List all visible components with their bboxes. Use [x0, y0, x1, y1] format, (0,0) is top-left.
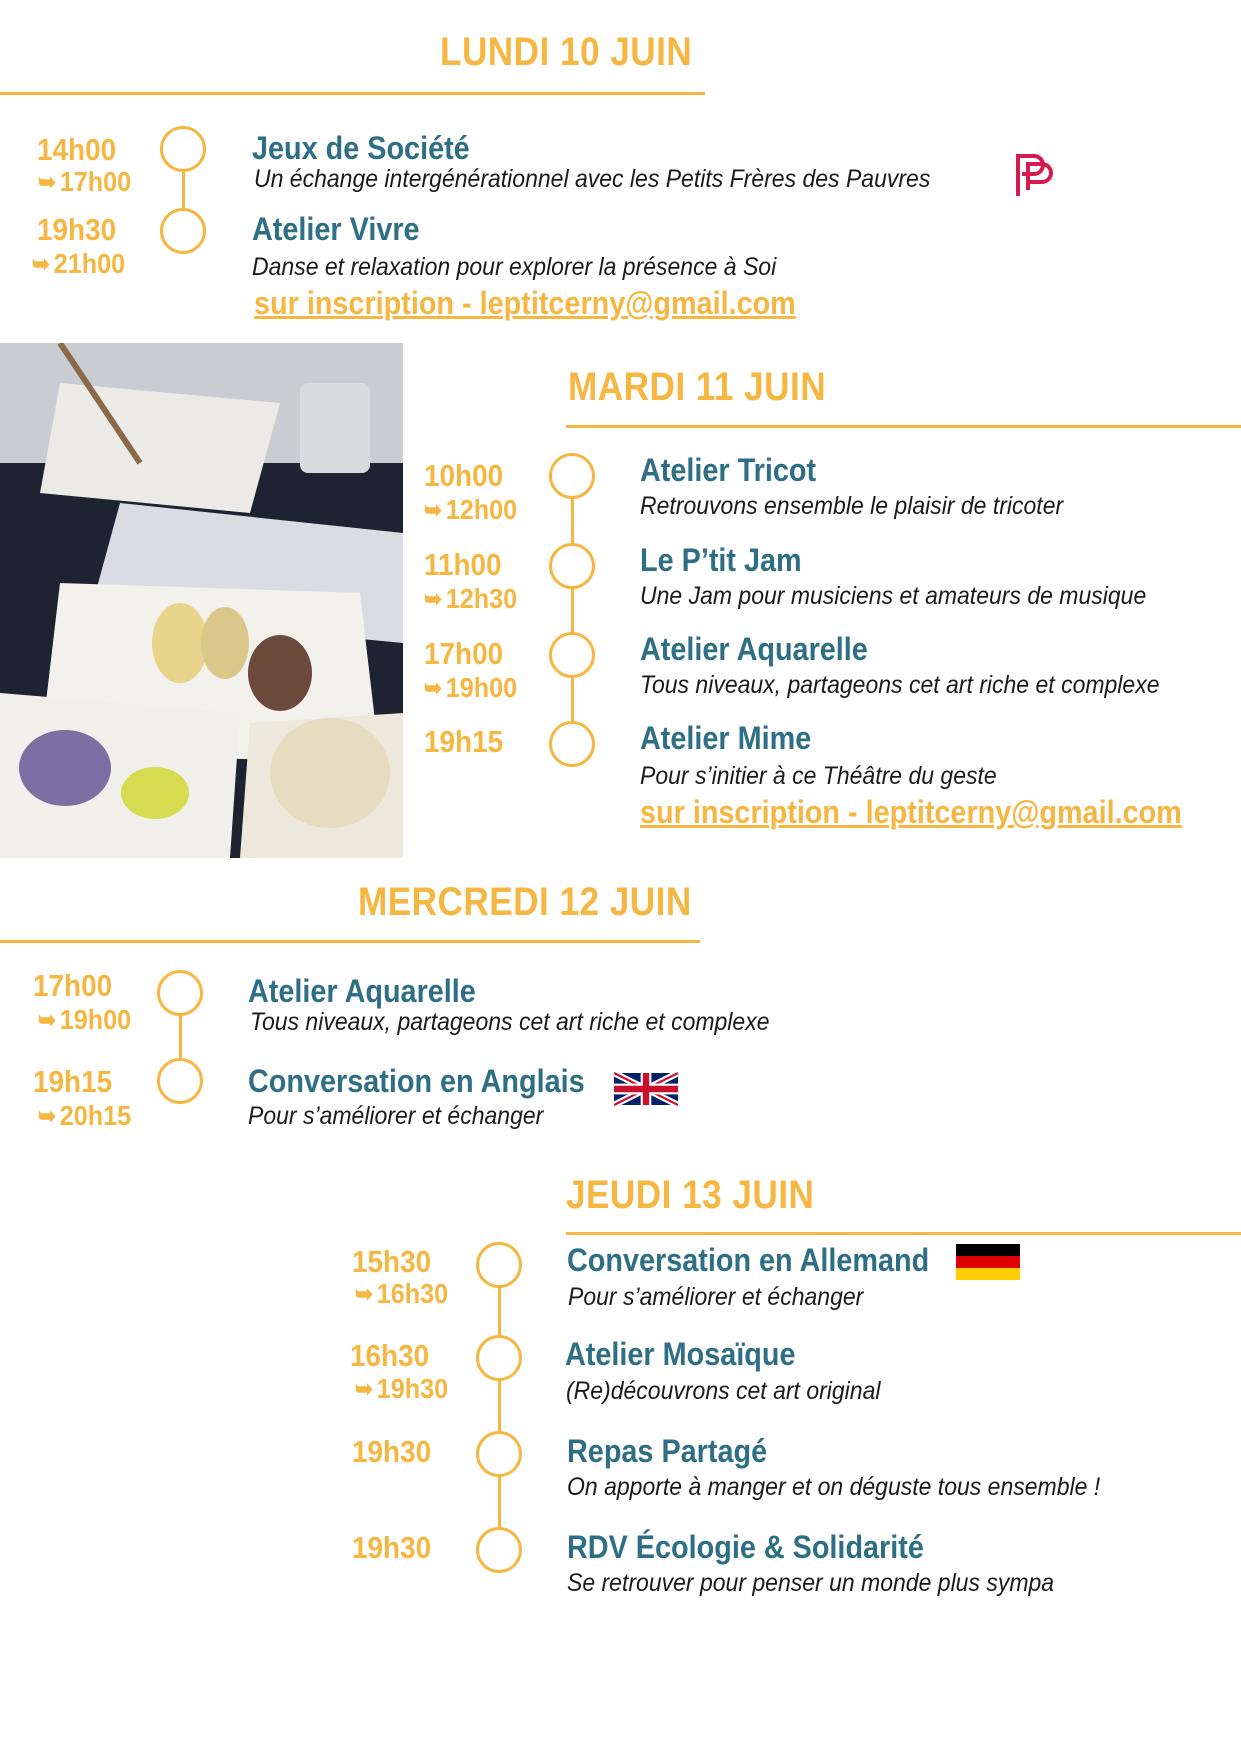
event-description: Se retrouver pour penser un monde plus sympa: [567, 1569, 1055, 1597]
event-end-time: ➥ 20h15: [38, 1100, 132, 1131]
event-description: On apporte à manger et on déguste tous ensemble !: [567, 1473, 1101, 1501]
event-description: Pour s’améliorer et échanger: [248, 1102, 544, 1130]
watercolor-photo: [0, 343, 403, 858]
event-description: Pour s’initier à ce Théâtre du geste: [640, 762, 997, 790]
timeline-circle: [157, 970, 203, 1016]
germany-flag-icon: [956, 1244, 1020, 1280]
timeline-circle: [549, 543, 595, 589]
event-start-time: 19h15: [33, 1064, 113, 1099]
event-end-time: ➥ 12h00: [424, 494, 518, 525]
timeline-line: [571, 475, 574, 745]
timeline-circle: [157, 1058, 203, 1104]
event-description: Tous niveaux, partageons cet art riche et complexe: [640, 671, 1160, 699]
day-divider: [0, 92, 705, 95]
arrow-right-icon: ➥: [38, 169, 57, 196]
event-title: Conversation en Allemand: [567, 1242, 930, 1278]
event-title: Atelier Aquarelle: [640, 631, 868, 667]
event-title: Le P’tit Jam: [640, 542, 802, 578]
event-start-time: 19h30: [37, 212, 117, 247]
timeline-circle: [476, 1242, 522, 1288]
event-description: Retrouvons ensemble le plaisir de tricoter: [640, 492, 1064, 520]
day-title-jeudi: JEUDI 13 JUIN: [566, 1173, 815, 1217]
event-end-time: ➥ 19h00: [38, 1004, 132, 1035]
event-start-time: 16h30: [350, 1338, 430, 1373]
event-description: Tous niveaux, partageons cet art riche et complexe: [250, 1008, 770, 1036]
event-start-time: 19h15: [424, 724, 504, 759]
event-title: Atelier Aquarelle: [248, 973, 476, 1009]
event-start-time: 10h00: [424, 458, 504, 493]
day-title-mercredi: MERCREDI 12 JUIN: [358, 880, 692, 924]
event-start-time: 19h30: [352, 1530, 432, 1565]
timeline-circle: [549, 721, 595, 767]
arrow-right-icon: ➥: [38, 1103, 57, 1130]
arrow-right-icon: ➥: [38, 1007, 57, 1034]
event-title: Atelier Mime: [640, 720, 812, 756]
timeline-circle: [160, 126, 206, 172]
event-end-time: ➥ 19h00: [424, 672, 518, 703]
event-title: Atelier Vivre: [252, 211, 420, 247]
event-start-time: 19h30: [352, 1434, 432, 1469]
event-end-time: ➥ 19h30: [355, 1373, 449, 1404]
event-end-time: ➥ 16h30: [355, 1278, 449, 1309]
event-description: Danse et relaxation pour explorer la présence à Soi: [252, 253, 777, 281]
timeline-circle: [549, 632, 595, 678]
timeline-circle: [476, 1431, 522, 1477]
event-title: Repas Partagé: [567, 1433, 768, 1469]
petits-freres-logo: [1010, 150, 1060, 200]
event-start-time: 17h00: [33, 968, 113, 1003]
event-title: RDV Écologie & Solidarité: [567, 1529, 924, 1565]
event-end-time: ➥ 17h00: [38, 166, 132, 197]
event-start-time: 14h00: [37, 132, 117, 167]
arrow-right-icon: ➥: [355, 1376, 374, 1403]
day-divider: [0, 940, 700, 943]
day-title-lundi: LUNDI 10 JUIN: [440, 30, 693, 74]
timeline-line: [498, 1265, 501, 1550]
day-divider: [566, 1232, 1241, 1235]
event-description: Pour s’améliorer et échanger: [568, 1283, 864, 1311]
event-title: Jeux de Société: [252, 130, 470, 166]
day-divider: [566, 425, 1241, 428]
event-start-time: 11h00: [424, 547, 502, 582]
event-start-time: 17h00: [424, 636, 504, 671]
arrow-right-icon: ➥: [32, 251, 51, 278]
event-description: (Re)découvrons cet art original: [566, 1377, 881, 1405]
event-start-time: 15h30: [352, 1244, 432, 1279]
arrow-right-icon: ➥: [355, 1281, 374, 1308]
day-title-mardi: MARDI 11 JUIN: [568, 365, 827, 409]
event-description: Un échange intergénérationnel avec les Petits Frères des Pauvres: [254, 165, 931, 193]
timeline-circle: [476, 1335, 522, 1381]
event-title: Atelier Mosaïque: [565, 1336, 796, 1372]
event-title: Atelier Tricot: [640, 452, 817, 488]
event-end-time: ➥ 21h00: [32, 248, 126, 279]
event-title: Conversation en Anglais: [248, 1063, 585, 1099]
registration-link[interactable]: sur inscription - leptitcerny@gmail.com: [640, 794, 1182, 830]
uk-flag-icon: [614, 1072, 678, 1106]
arrow-right-icon: ➥: [424, 675, 443, 702]
arrow-right-icon: ➥: [424, 497, 443, 524]
timeline-circle: [549, 453, 595, 499]
timeline-circle: [476, 1527, 522, 1573]
event-end-time: ➥ 12h30: [424, 583, 518, 614]
arrow-right-icon: ➥: [424, 586, 443, 613]
registration-link[interactable]: sur inscription - leptitcerny@gmail.com: [254, 285, 796, 321]
timeline-circle: [160, 208, 206, 254]
event-description: Une Jam pour musiciens et amateurs de musique: [640, 582, 1147, 610]
